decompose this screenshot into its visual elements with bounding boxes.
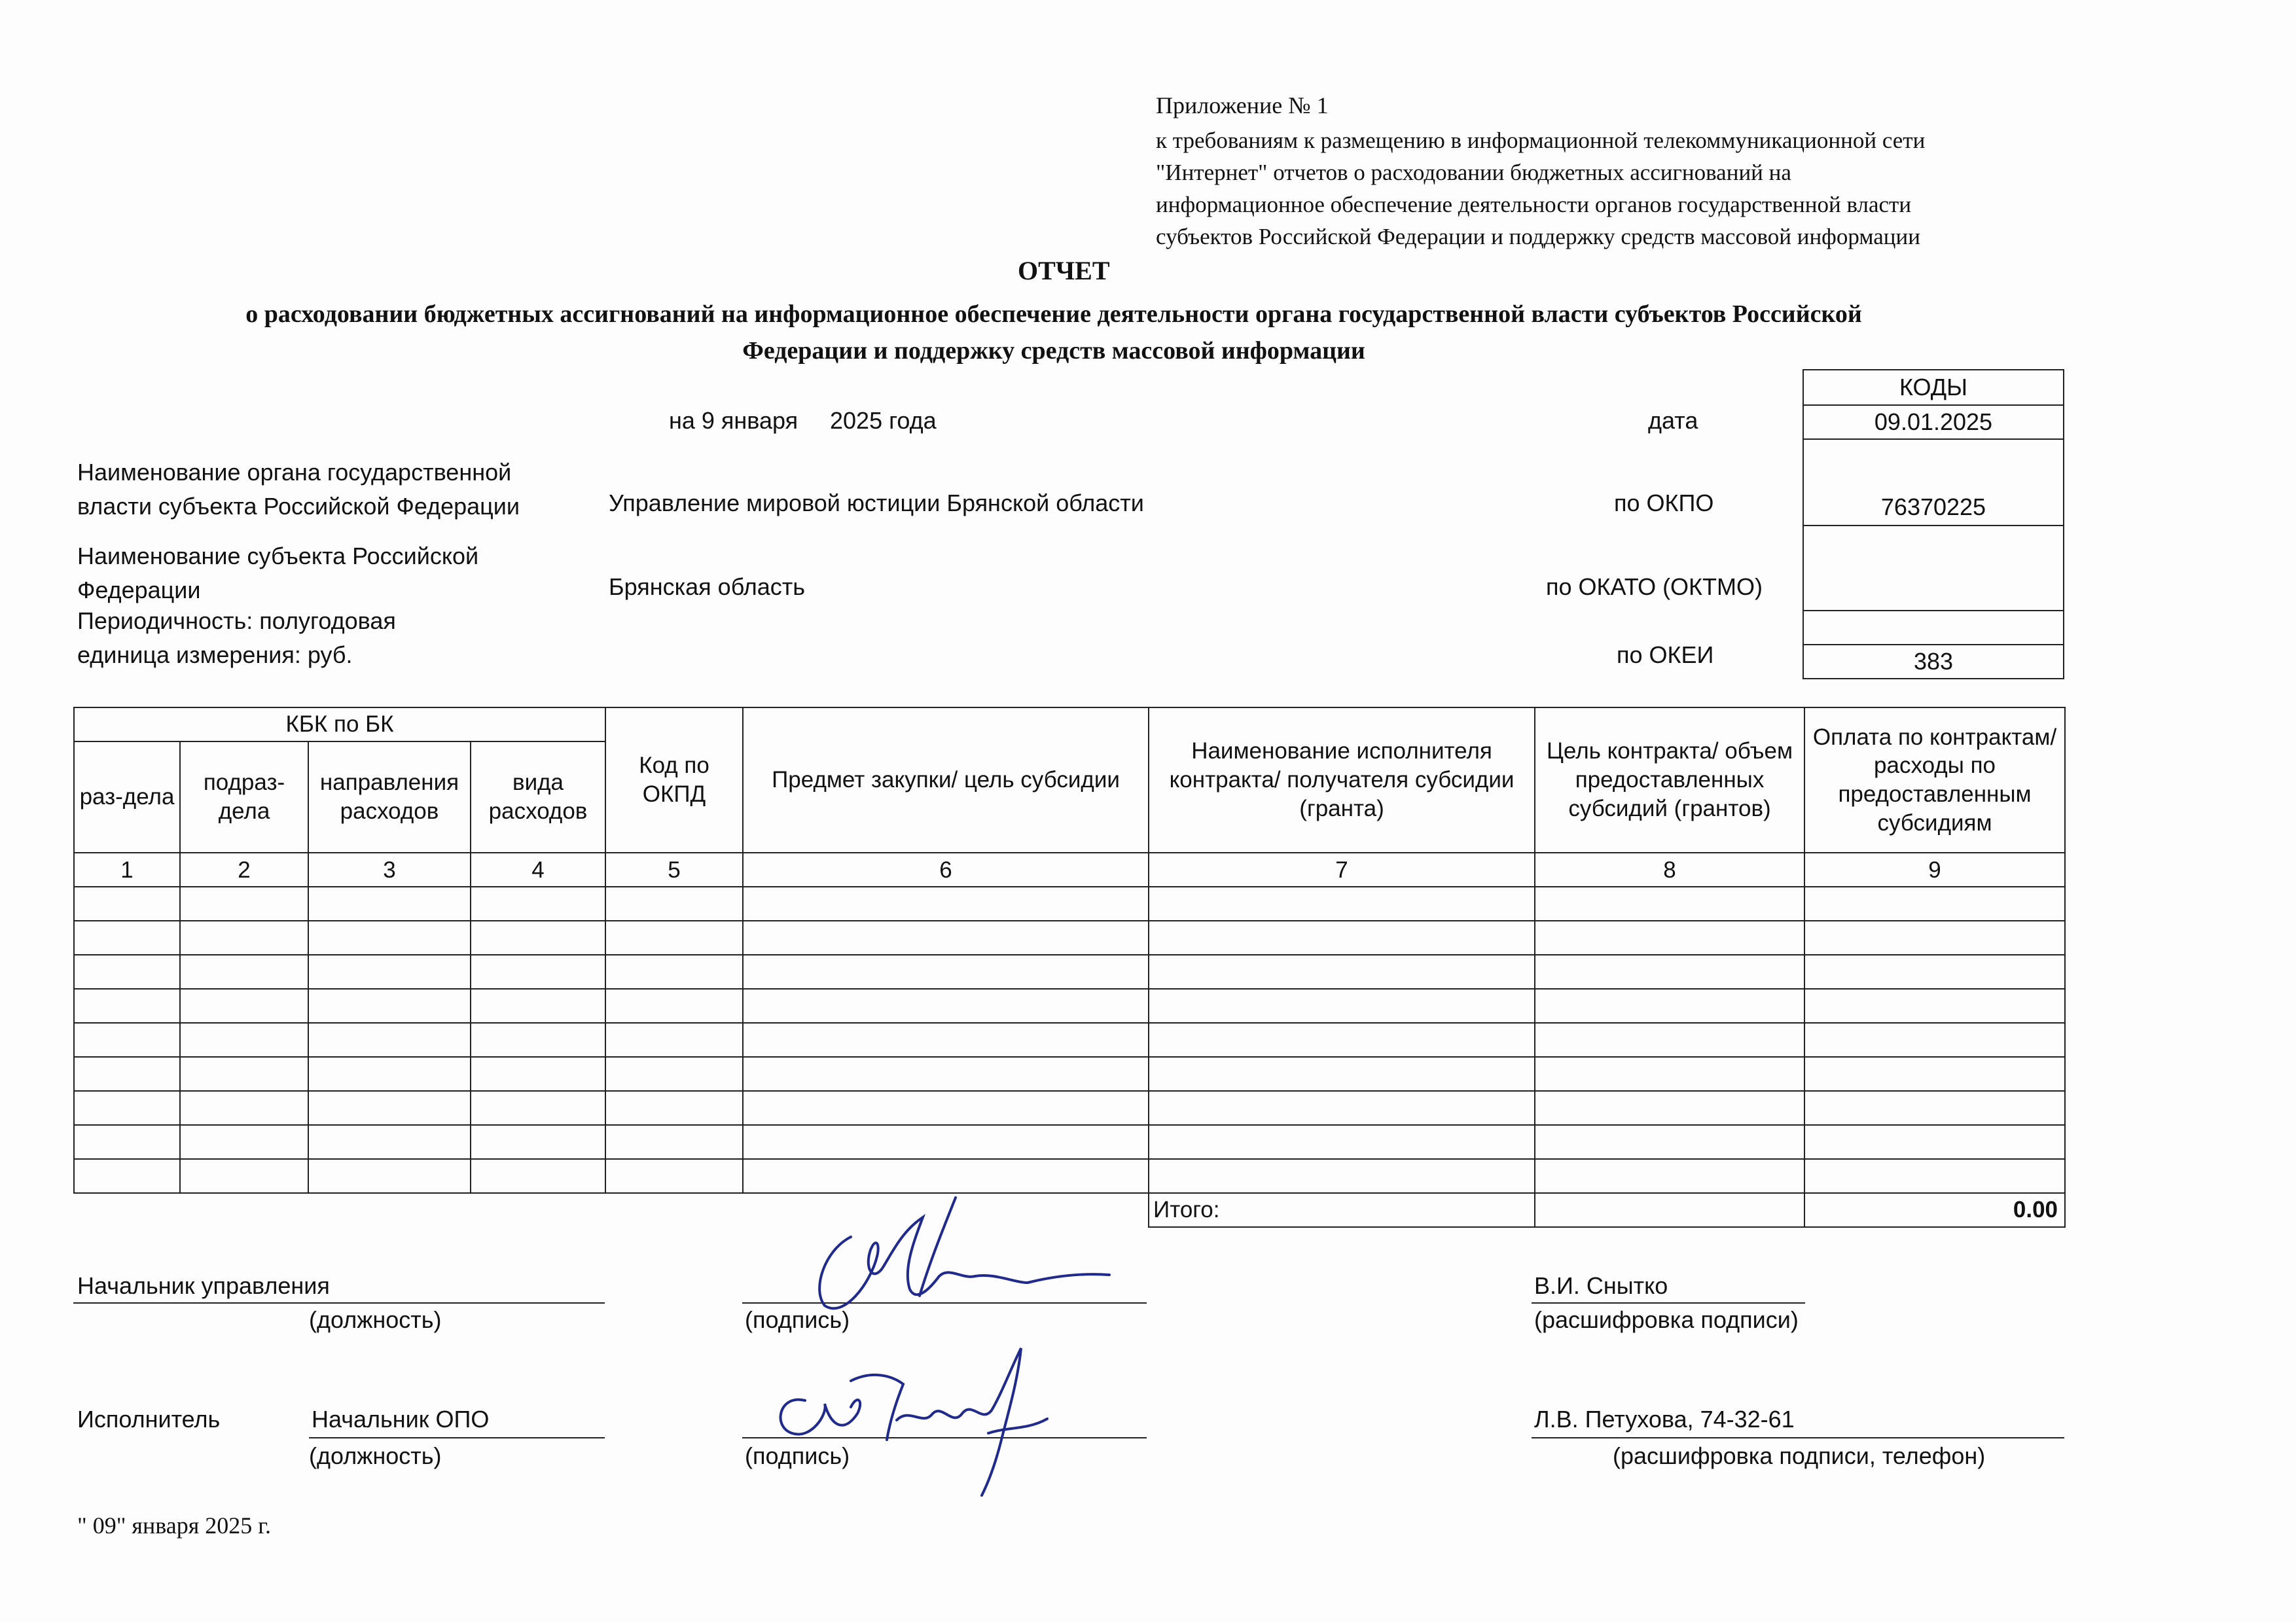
periodicity: Периодичность: полугодовая <box>77 607 396 634</box>
head-signature-image <box>798 1191 1113 1322</box>
codes-box <box>1803 369 2064 679</box>
code-okei: 383 <box>1803 645 2064 679</box>
table-row <box>74 1057 2065 1091</box>
org-label <box>77 455 520 524</box>
col-header-razdel: раз-дела <box>74 741 180 853</box>
column-number: 5 <box>605 853 743 887</box>
org-value: Управление мировой юстиции Брянской области <box>609 490 1144 516</box>
appendix-line: к требованиям к размещению в информационной телекоммуникационной сети <box>1156 128 1926 153</box>
col-header-oplata: Оплата по контрактам/расходы по предоставленным субсидиям <box>1804 707 2065 853</box>
executor-label: Исполнитель <box>77 1406 221 1433</box>
column-numbers-row <box>74 853 2065 887</box>
subject-label-line: Наименование субъекта Российской <box>77 543 479 569</box>
codes-header: КОДЫ <box>1803 370 2064 405</box>
okpo-label: по ОКПО <box>1614 490 1714 516</box>
report-subtitle-line1: о расходовании бюджетных ассигнований на информационное обеспечение деятельности органа государственной власти субъектов Российской <box>245 300 1862 328</box>
date-label: дата <box>1648 407 1698 434</box>
column-number: 1 <box>74 853 180 887</box>
column-number: 8 <box>1535 853 1804 887</box>
head-position: Начальник управления <box>77 1272 330 1299</box>
head-name-line <box>1532 1302 1805 1304</box>
col-header-podrazdel: подраз-дела <box>180 741 308 853</box>
column-number: 7 <box>1149 853 1535 887</box>
head-signature-caption: (подпись) <box>745 1306 850 1333</box>
table-row <box>74 921 2065 955</box>
report-date-prefix: на 9 января <box>669 407 798 434</box>
expenses-table <box>73 707 2066 1228</box>
table-row <box>74 887 2065 921</box>
table-row <box>74 989 2065 1023</box>
code-date: 09.01.2025 <box>1803 405 2064 439</box>
appendix-text <box>1156 124 1925 253</box>
okato-label: по ОКАТО (ОКТМО) <box>1546 573 1763 600</box>
head-name: В.И. Снытко <box>1534 1272 1668 1299</box>
col-header-ispolnitel: Наименование исполнителя контракта/ получателя субсидии (гранта) <box>1149 707 1535 853</box>
col-header-cel: Цель контракта/ объем предоставленных субсидий (грантов) <box>1535 707 1804 853</box>
column-number: 3 <box>308 853 471 887</box>
subject-label-line: Федерации <box>77 577 201 603</box>
org-label-line: власти субъекта Российской Федерации <box>77 493 520 520</box>
org-label-line: Наименование органа государственной <box>77 459 512 486</box>
code-okato <box>1803 526 2064 611</box>
table-row <box>74 955 2065 989</box>
col-header-okpd: Код по ОКПД <box>605 707 743 853</box>
executor-position: Начальник ОПО <box>312 1406 490 1433</box>
unit-label: единица измерения: руб. <box>77 641 353 668</box>
itogo-label: Итого: <box>1149 1193 1535 1227</box>
report-title: ОТЧЕТ <box>1018 256 1110 285</box>
head-name-caption: (расшифровка подписи) <box>1534 1306 1799 1333</box>
column-number: 2 <box>180 853 308 887</box>
executor-name: Л.В. Петухова, 74-32-61 <box>1534 1406 1795 1433</box>
column-number: 9 <box>1804 853 2065 887</box>
executor-name-line <box>1532 1437 2064 1438</box>
itogo-cel <box>1535 1193 1804 1227</box>
itogo-value: 0.00 <box>1804 1193 2065 1227</box>
col-header-napravlenie: направления расходов <box>308 741 471 853</box>
table-row <box>74 1159 2065 1193</box>
executor-position-line <box>309 1437 605 1438</box>
appendix-line: субъектов Российской Федерации и поддержку средств массовой информации <box>1156 224 1920 249</box>
table-row <box>74 1091 2065 1125</box>
sign-date: " 09" января 2025 г. <box>77 1512 271 1539</box>
appendix-line: информационное обеспечение деятельности органов государственной власти <box>1156 192 1912 217</box>
executor-position-caption: (должность) <box>309 1442 442 1469</box>
okei-label: по ОКЕИ <box>1617 641 1714 668</box>
column-number: 6 <box>743 853 1149 887</box>
col-header-vid: вида расходов <box>471 741 605 853</box>
code-okpo: 76370225 <box>1803 439 2064 526</box>
report-date-year: 2025 года <box>830 407 937 434</box>
code-extra <box>1803 611 2064 645</box>
kbk-header: КБК по БК <box>74 707 605 741</box>
subject-label <box>77 539 478 607</box>
executor-signature-caption: (подпись) <box>745 1442 850 1469</box>
subject-value: Брянская область <box>609 573 805 600</box>
table-row <box>74 1023 2065 1057</box>
head-position-caption: (должность) <box>309 1306 442 1333</box>
executor-signature-image <box>766 1342 1054 1499</box>
table-row <box>74 1125 2065 1159</box>
appendix-line: "Интернет" отчетов о расходовании бюджетных ассигнований на <box>1156 160 1791 185</box>
col-header-predmet: Предмет закупки/ цель субсидии <box>743 707 1149 853</box>
report-subtitle-line2: Федерации и поддержку средств массовой информации <box>742 337 1365 365</box>
column-number: 4 <box>471 853 605 887</box>
appendix-title: Приложение № 1 <box>1156 92 1329 118</box>
head-position-line <box>73 1302 605 1304</box>
executor-name-caption: (расшифровка подписи, телефон) <box>1613 1442 1986 1469</box>
